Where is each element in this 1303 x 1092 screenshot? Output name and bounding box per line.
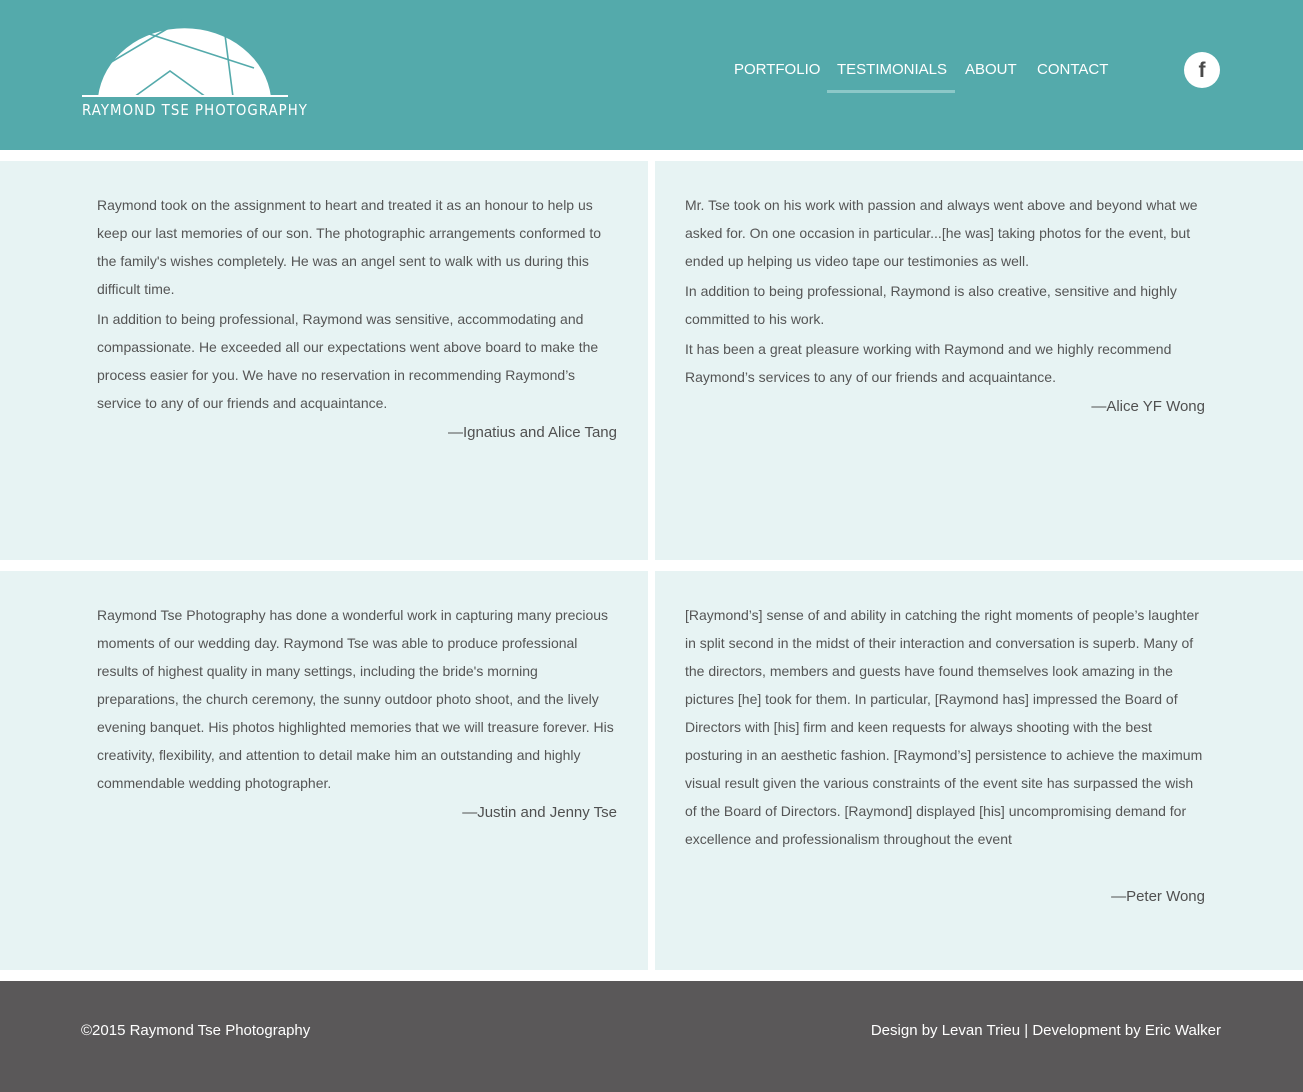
testimonial-author: —Justin and Jenny Tse [462,804,617,821]
copyright-text: ©2015 Raymond Tse Photography [81,1022,311,1039]
testimonial-text [685,191,1207,393]
testimonial-paragraph: Mr. Tse took on his work with passion and always went above and beyond what we asked for. On one occasion in particular...[he was] taking photos for the event, but ended up helping us video tape our testimonies as well. [685,197,1198,269]
active-tab-indicator [827,90,955,93]
site-logo[interactable] [82,18,308,122]
nav-about[interactable]: ABOUT [965,61,1017,78]
testimonial-card [655,571,1303,970]
testimonial-paragraph: [Raymond’s] sense of and ability in catching the right moments of people’s laughter in split second in the midst of their interaction and conversation is superb. Many of the directors, members and guests have found themselves look amazing in the pictures [he] took for them. In particular, [Raymond has] impressed the Board of Directors with [his] firm and keen requests for always shooting with the best posturing in an aesthetic fashion. [Raymond’s] persistence to achieve the maximum visual result given the various constraints of the event site has surpassed the wish of the Board of Directors. [Raymond] displayed [his] uncompromising demand for excellence and professionalism throughout the event [685,607,1203,847]
nav-testimonials[interactable]: TESTIMONIALS [837,61,948,78]
testimonial-paragraph: In addition to being professional, Raymond is also creative, sensitive and highly committed to his work. [685,283,1177,327]
testimonial-card [0,161,648,560]
testimonial-card [0,571,648,970]
testimonial-text [685,601,1207,855]
aperture-logo-icon [82,18,288,98]
logo-text: RAYMOND TSE PHOTOGRAPHY [82,101,308,119]
site-header [0,0,1303,150]
testimonial-paragraph: Raymond Tse Photography has done a wonderful work in capturing many precious moments of our wedding day. Raymond Tse was able to produce professional results of highest quality in many settings, including the bride's morning preparations, the church ceremony, the sunny outdoor photo shoot, and the lively evening banquet. His photos highlighted memories that we will treasure forever. His creativity, flexibility, and attention to detail make him an outstanding and highly commendable wedding photographer. [97,607,614,791]
facebook-button[interactable] [1184,52,1220,88]
testimonial-card [655,161,1303,560]
nav-portfolio[interactable]: PORTFOLIO [734,61,821,78]
testimonial-author: —Peter Wong [1111,888,1205,905]
testimonial-paragraph: Raymond took on the assignment to heart and treated it as an honour to help us keep our last memories of our son. The photographic arrangements conformed to the family's wishes completely. He was an angel sent to walk with us during this difficult time. [97,197,602,297]
credits-text: Design by Levan Trieu | Development by Eric Walker [870,1022,1221,1039]
testimonial-paragraph: It has been a great pleasure working with Raymond and we highly recommend Raymond’s services to any of our friends and acquaintance. [685,341,1172,385]
site-footer [0,981,1303,1092]
nav-contact[interactable]: CONTACT [1037,61,1109,78]
testimonial-text [97,601,619,799]
testimonial-author: —Ignatius and Alice Tang [447,424,617,441]
testimonial-author: —Alice YF Wong [1091,398,1205,415]
testimonial-paragraph: In addition to being professional, Raymond was sensitive, accommodating and compassionate. He exceeded all our expectations went above board to make the process easier for you. We have no reservation in recommending Raymond’s service to any of our friends and acquaintance. [97,311,599,411]
testimonial-text [97,191,619,419]
facebook-icon: f [1198,59,1206,82]
